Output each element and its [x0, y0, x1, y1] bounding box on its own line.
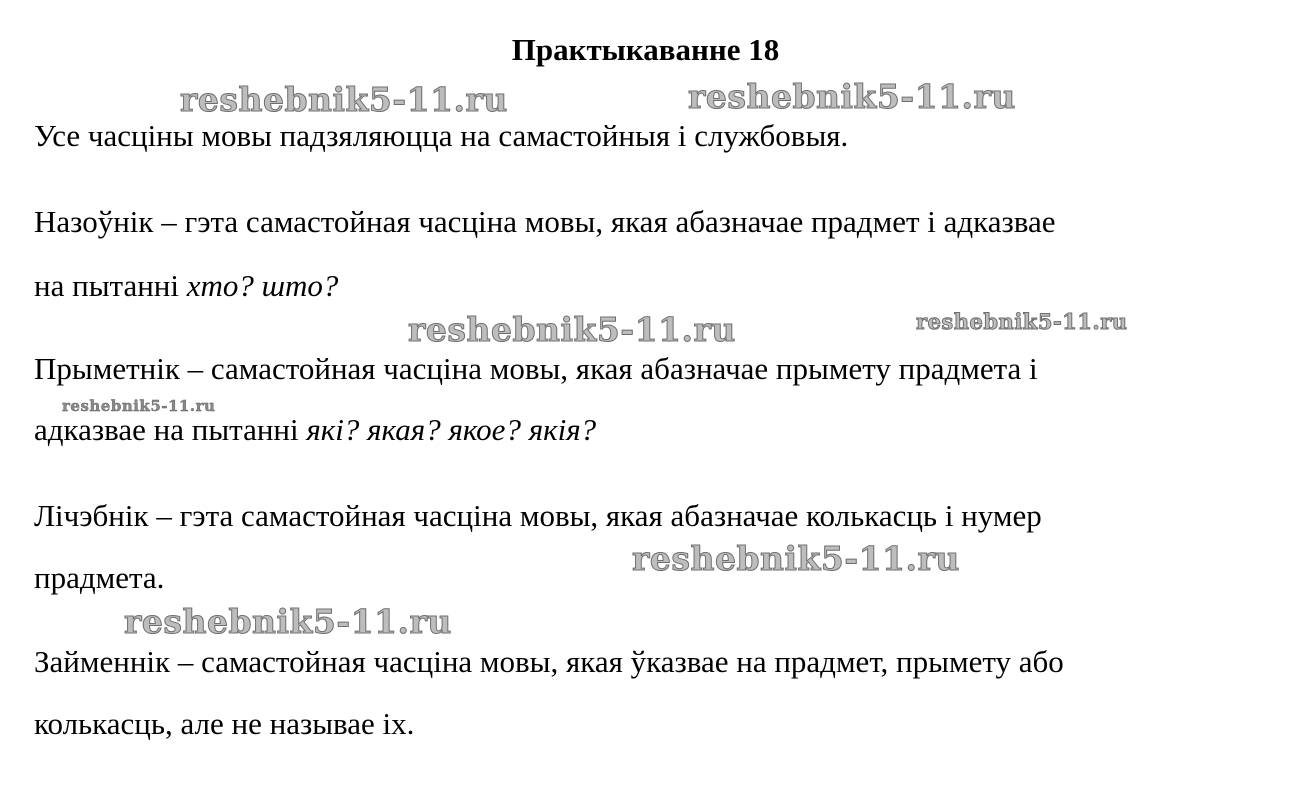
text-line: Лічэбнік – гэта самастойная часціна мовы, якая абазначае колькасць і нумер: [34, 498, 1042, 533]
text-line: [34, 410, 596, 450]
text-line: Займеннік – самастойная часціна мовы, якая ўказвае на прадмет, прымету або: [34, 644, 1064, 679]
text-line: колькасць, але не называе іх.: [34, 706, 415, 741]
watermark: reshebnik5-11.ru: [62, 397, 216, 415]
watermark: reshebnik5-11.ru: [124, 602, 452, 641]
watermark: reshebnik5-11.ru: [688, 77, 1016, 116]
text-segment: адказвае на пытанні: [34, 412, 307, 447]
text-line: [34, 266, 338, 306]
watermark: reshebnik5-11.ru: [180, 80, 508, 119]
text-line: Назоўнік – гэта самастойная часціна мовы, якая абазначае прадмет і адказвае: [34, 204, 1056, 239]
text-line: Прыметнік – самастойная часціна мовы, якая абазначае прымету прадмета і: [34, 351, 1038, 386]
text-segment: на пытанні: [34, 268, 187, 303]
watermark: reshebnik5-11.ru: [916, 309, 1128, 334]
italic-question-words: які? якая? якое? якія?: [306, 412, 597, 447]
text-line: Усе часціны мовы падзяляюцца на самастойныя і службовыя.: [34, 118, 849, 153]
italic-question-words: хто? што?: [186, 268, 339, 303]
text-line: прадмета.: [34, 560, 165, 595]
watermark: reshebnik5-11.ru: [632, 539, 960, 578]
watermark: reshebnik5-11.ru: [408, 310, 736, 349]
page-title: Практыкаванне 18: [511, 32, 780, 67]
